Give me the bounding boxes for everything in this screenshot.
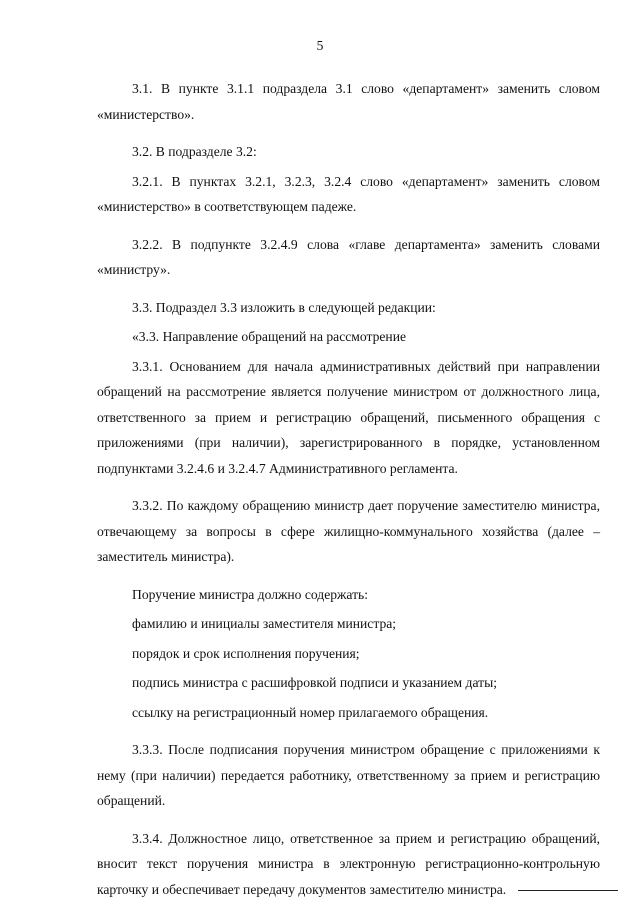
list-intro: Поручение министра должно содержать: xyxy=(132,586,369,602)
list-item: подпись министра с расшифровкой подписи и указанием даты; xyxy=(132,675,498,690)
footer-rule xyxy=(518,890,618,891)
paragraph-3-2-2: 3.2.2. В подпункте 3.2.4.9 слова «главе департамента» заменить словами «министру». xyxy=(97,236,600,277)
list-item: фамилию и инициалы заместителя министра; xyxy=(132,616,397,631)
paragraph-3-1: 3.1. В пункте 3.1.1 подраздела 3.1 слово «департамент» заменить словом «министерство». xyxy=(97,81,600,122)
document-body xyxy=(97,76,600,914)
paragraph-3-2: 3.2. В подразделе 3.2: xyxy=(132,144,257,159)
list-item: ссылку на регистрационный номер прилагаемого обращения. xyxy=(132,704,489,720)
list-item: порядок и срок исполнения поручения; xyxy=(132,645,360,661)
page-number: 5 xyxy=(316,38,324,53)
paragraph-3-3-3: 3.3.3. После подписания поручения министром обращение с приложениями к нему (при наличии) передается работнику, ответственному за прием и регистрацию обращений. xyxy=(97,742,600,808)
section-heading-3-3: «3.3. Направление обращений на рассмотрение xyxy=(132,329,407,344)
paragraph-3-2-1: 3.2.1. В пунктах 3.2.1, 3.2.3, 3.2.4 слово «департамент» заменить словом «министерство» в соответствующем падеже. xyxy=(97,173,600,214)
paragraph-3-3-1: 3.3.1. Основанием для начала административных действий при направлении обращений на рассмотрение является получение министром от должностного лица, ответственного за прием и регистрацию обращений, письменного обращения с приложениями (при наличии), зарегистрированного в порядке, установленном подпунктами 3.2.4.6 и 3.2.4.7 Административного регламента. xyxy=(97,358,600,476)
paragraph-3-3: 3.3. Подраздел 3.3 изложить в следующей редакции: xyxy=(132,299,436,315)
paragraph-3-3-4: 3.3.4. Должностное лицо, ответственное за прием и регистрацию обращений, вносит текст поручения министра в электронную регистрационно-контрольную карточку и обеспечивает передачу документов заместителю министра. xyxy=(97,830,600,897)
paragraph-3-3-2: 3.3.2. По каждому обращению министр дает поручение заместителю министра, отвечающему за вопросы в сфере жилищно-коммунального хозяйства (далее – заместитель министра). xyxy=(97,498,600,564)
